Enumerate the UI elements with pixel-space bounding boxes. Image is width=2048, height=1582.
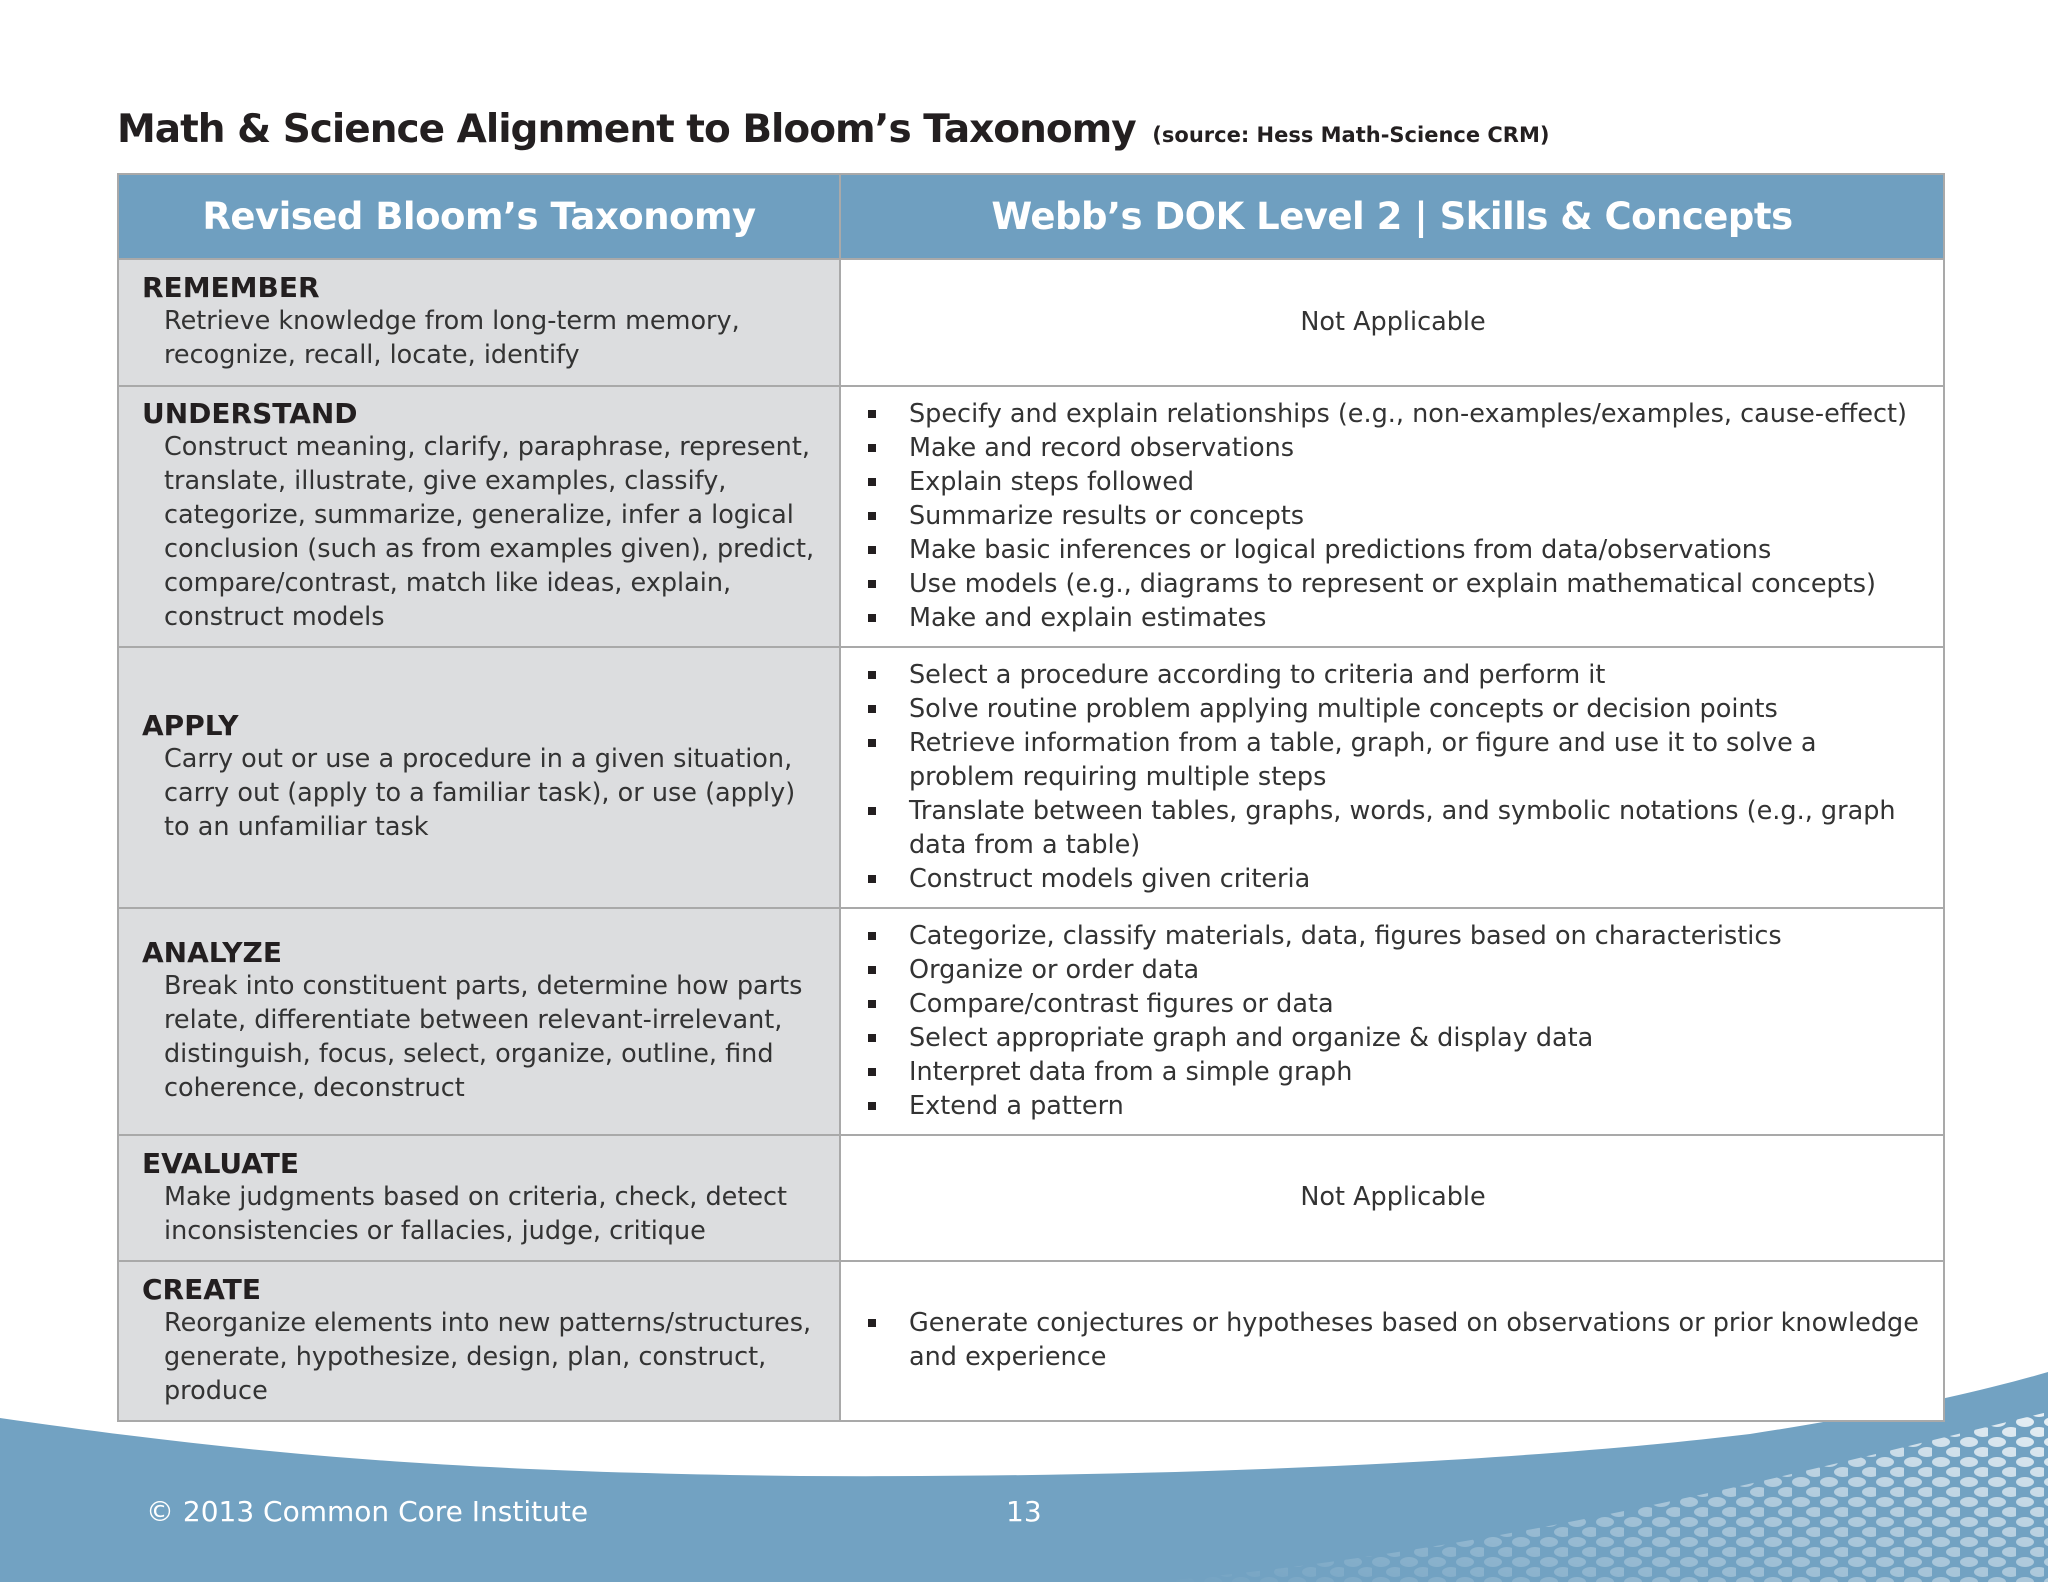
skill-item: Use models (e.g., diagrams to represent or explain mathematical concepts) [863,567,1923,601]
skill-item: Select a procedure according to criteria and perform it [863,658,1923,692]
level-cell-understand [118,386,840,647]
table-row-analyze [118,908,1944,1135]
skill-item: Organize or order data [863,953,1923,987]
header-dok: Webb’s DOK Level 2 | Skills & Concepts [840,174,1944,259]
level-cell-apply [118,647,840,908]
level-description: Construct meaning, clarify, paraphrase, represent, translate, illustrate, give examples, classify, categorize, summarize, generalize, infer a logical conclusion (such as from examples given), predict, compare/contrast, match like ideas, explain, construct models [164,432,815,632]
dok-cell-evaluate [840,1135,1944,1261]
level-cell-create [118,1261,840,1421]
level-cell-evaluate [118,1135,840,1261]
level-name: UNDERSTAND [142,397,358,430]
not-applicable-text: Not Applicable [1300,1182,1486,1212]
level-description: Break into constituent parts, determine how parts relate, differentiate between relevant-irrelevant, distinguish, focus, select, organize, outline, find coherence, deconstruct [164,971,803,1103]
level-name: APPLY [142,709,239,742]
table-row-apply [118,647,1944,908]
skill-item: Compare/contrast figures or data [863,987,1923,1021]
skill-item: Summarize results or concepts [863,499,1923,533]
level-description: Retrieve knowledge from long-term memory, recognize, recall, locate, identify [164,306,740,370]
dok-cell-understand [840,386,1944,647]
taxonomy-table [117,173,1945,1422]
table-row-understand [118,386,1944,647]
table-row-evaluate [118,1135,1944,1261]
level-name: ANALYZE [142,936,282,969]
level-name: EVALUATE [142,1146,300,1180]
level-name: CREATE [142,1272,261,1306]
level-description: Reorganize elements into new patterns/structures, generate, hypothesize, design, plan, construct, produce [164,1307,812,1406]
page-number: 13 [1006,1495,1042,1528]
skill-item: Explain steps followed [863,465,1923,499]
skills-list [863,919,1923,1123]
skill-item: Make and explain estimates [863,601,1923,635]
title-source: (source: Hess Math-Science CRM) [1152,123,1550,147]
skill-item: Select appropriate graph and organize & display data [863,1021,1923,1055]
skill-item: Interpret data from a simple graph [863,1055,1923,1089]
dok-cell-remember [840,259,1944,386]
level-description: Make judgments based on criteria, check, detect inconsistencies or fallacies, judge, critique [164,1181,788,1246]
skill-item: Retrieve information from a table, graph, or figure and use it to solve a problem requiring multiple steps [863,726,1923,794]
dok-cell-apply [840,647,1944,908]
level-description: Carry out or use a procedure in a given situation, carry out (apply to a familiar task), or use (apply) to an unfamiliar task [164,744,796,842]
dok-cell-analyze [840,908,1944,1135]
skills-list [863,658,1923,896]
level-name: REMEMBER [142,271,320,304]
dok-cell-create [840,1261,1944,1421]
header-blooms: Revised Bloom’s Taxonomy [118,174,840,259]
skill-item: Specify and explain relationships (e.g., non-examples/examples, cause-effect) [863,397,1923,431]
skill-item: Construct models given criteria [863,862,1923,896]
skill-item: Solve routine problem applying multiple concepts or decision points [863,692,1923,726]
level-cell-analyze [118,908,840,1135]
skills-list [863,397,1923,635]
skill-item: Categorize, classify materials, data, figures based on characteristics [863,919,1923,953]
skill-item: Make basic inferences or logical predictions from data/observations [863,533,1923,567]
skill-item: Generate conjectures or hypotheses based on observations or prior knowledge and experience [863,1306,1923,1374]
footer-copyright: © 2013 Common Core Institute [146,1495,589,1528]
skill-item: Extend a pattern [863,1089,1923,1123]
table-row-create [118,1261,1944,1421]
table-row-remember [118,259,1944,386]
table-header-row [118,174,1944,259]
not-applicable-text: Not Applicable [1300,306,1486,337]
page-title [117,107,1549,152]
skill-item: Make and record observations [863,431,1923,465]
skill-item: Translate between tables, graphs, words, and symbolic notations (e.g., graph data from a table) [863,794,1923,862]
level-cell-remember [118,259,840,386]
skills-list [863,1306,1923,1374]
title-main: Math & Science Alignment to Bloom’s Taxonomy [117,107,1136,152]
